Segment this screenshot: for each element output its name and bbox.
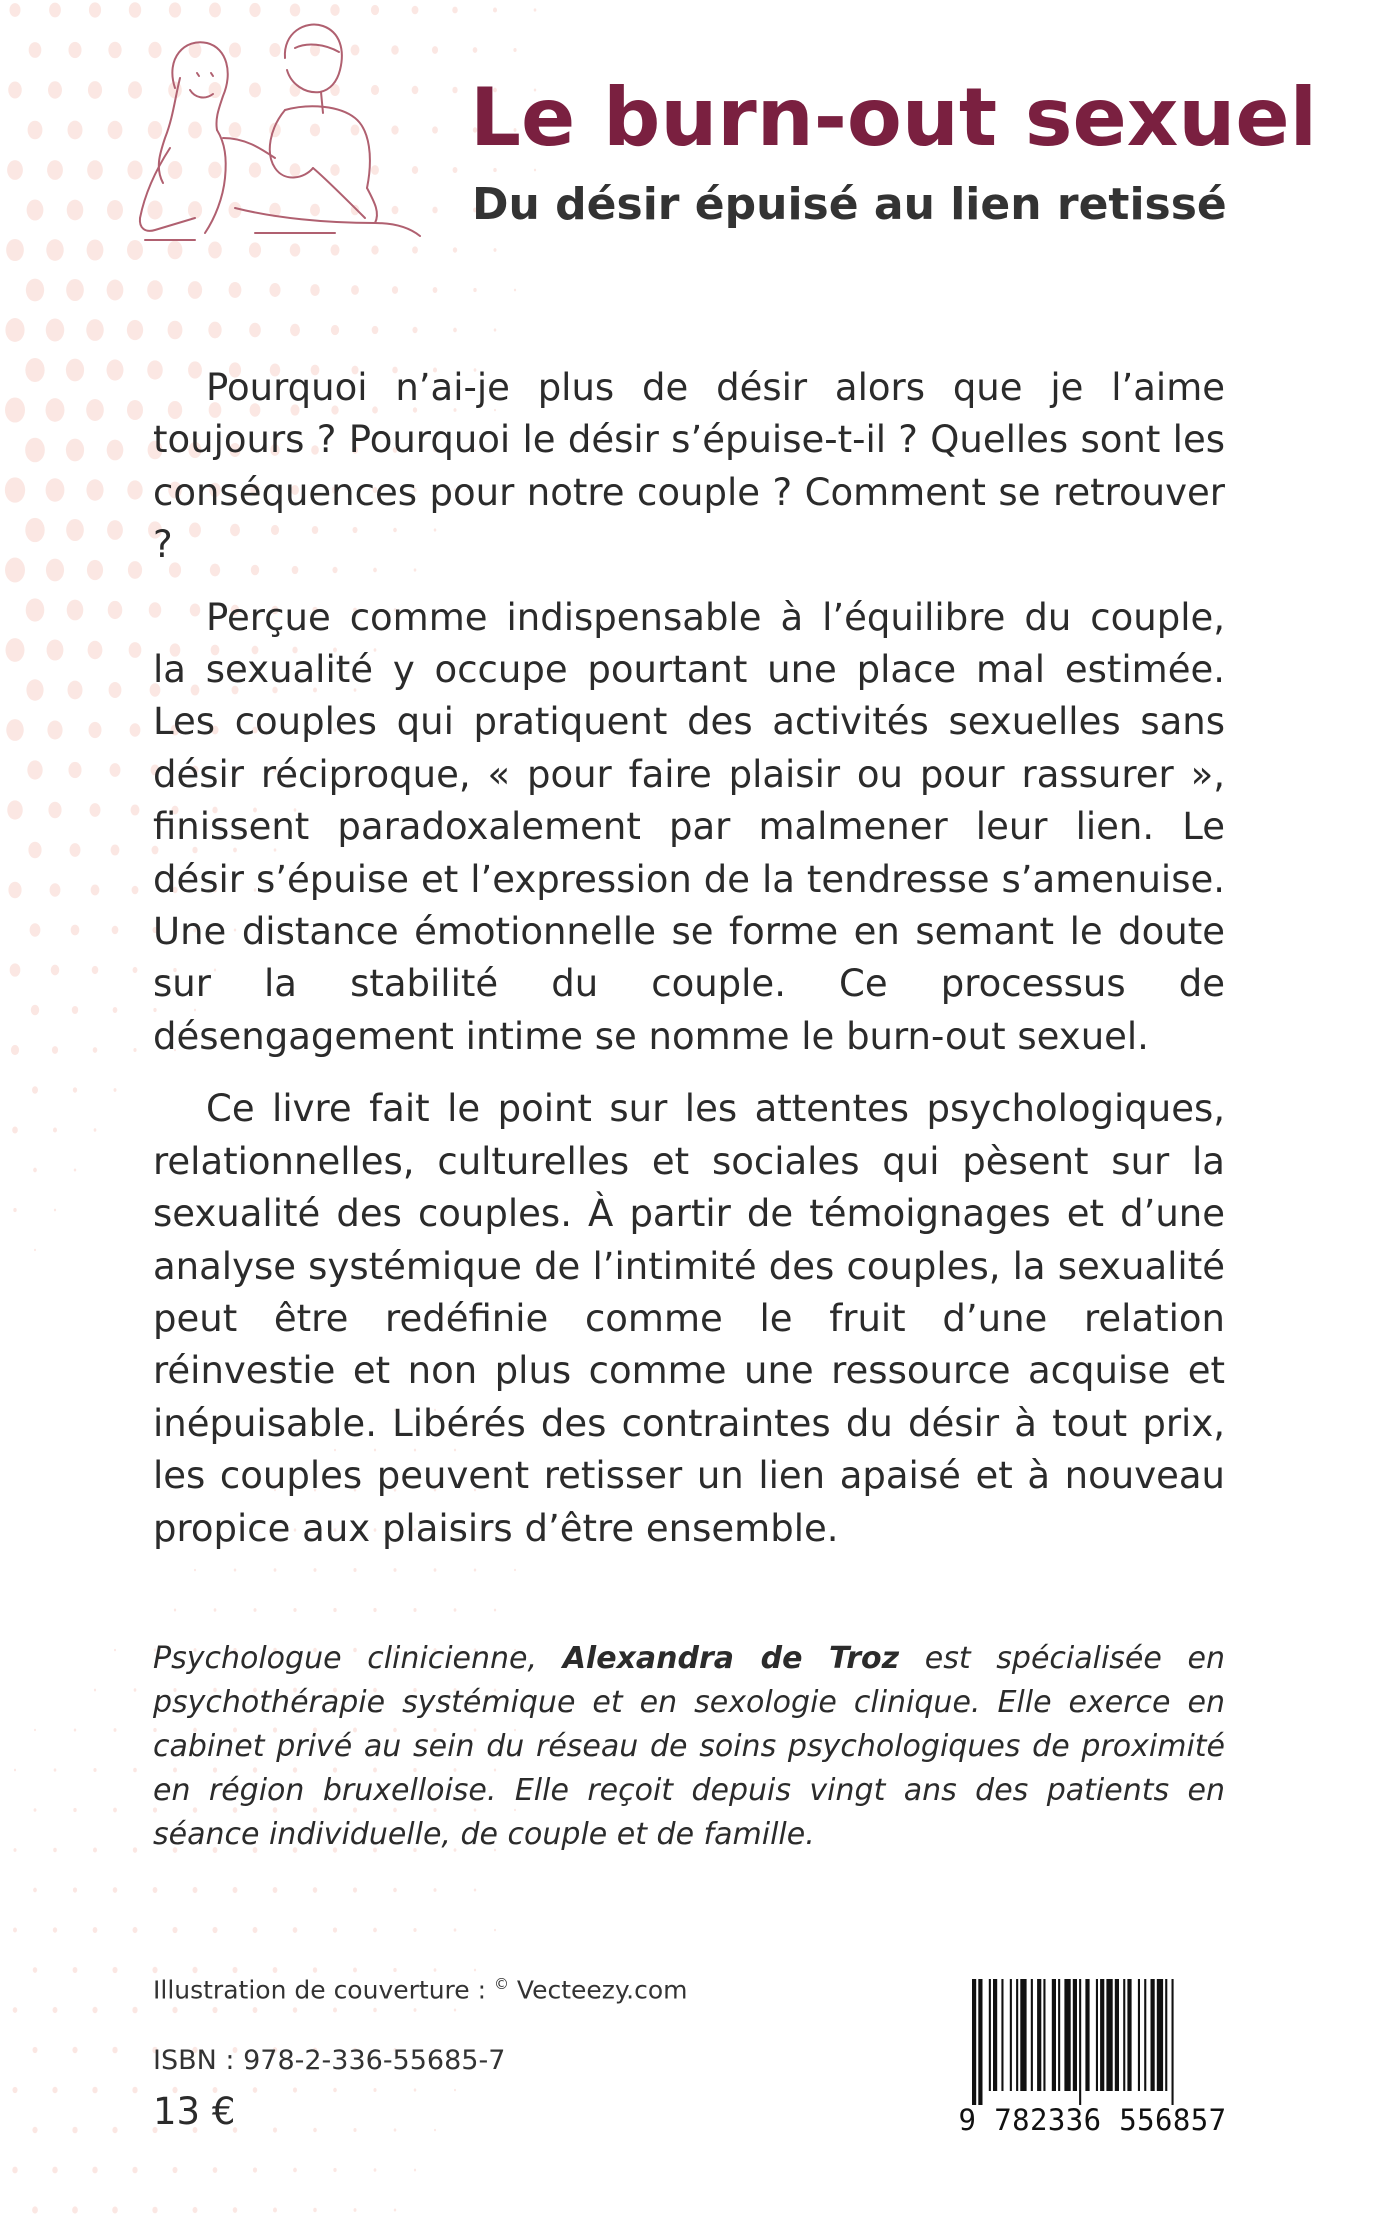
barcode-bar <box>1079 1979 1081 2105</box>
barcode-bar <box>1058 1979 1060 2091</box>
barcode-bar <box>993 1979 997 2091</box>
price: 13 € <box>153 2090 236 2133</box>
barcode-bar <box>1001 1979 1003 2091</box>
barcode-bar <box>1127 1979 1131 2091</box>
bio-prefix: Psychologue clinicienne, <box>153 1641 563 1676</box>
bio-text: est spécialisée en psychothérapie systémique et en sexologie clinique. Elle exerce en cabinet privé au sein du réseau de soins psychologiques de proximité en région bruxelloise. Elle reçoit depuis vingt ans des patients en séance individuelle, de couple et de famille. <box>153 1641 1225 1852</box>
author-name: Alexandra de Troz <box>562 1641 900 1676</box>
barcode-icon <box>950 1975 1235 2105</box>
barcode-bar <box>1165 1979 1167 2091</box>
barcode-bar <box>1157 1979 1163 2091</box>
credit-label: Illustration de couverture : <box>153 1975 494 2005</box>
barcode-bar <box>989 1979 991 2091</box>
barcode-bar <box>1100 1979 1104 2091</box>
barcode-bar <box>1010 1979 1012 2091</box>
barcode-bar <box>1037 1979 1041 2091</box>
barcode-bar <box>1085 1979 1089 2091</box>
barcode-bar <box>1138 1979 1140 2091</box>
book-subtitle: Du désir épuisé au lien retissé <box>472 179 1227 230</box>
barcode-bar <box>1144 1979 1146 2091</box>
barcode-bar <box>1073 1979 1077 2091</box>
couple-line-illustration <box>135 18 425 243</box>
blurb-paragraph: Ce livre fait le point sur les attentes psychologiques, relationnelles, culturelles et sociales qui pèsent sur la sexualité des couples. À partir de témoignages et d’une analyse systémique de l’intimité des couples, la sexualité peut être redéfinie comme le fruit d’une relation réinvestie et non plus comme une ressource acquise et inépuisable. Libérés des contraintes du désir à tout prix, les couples peuvent retisser un lien apaisé et à nouveau propice aux plaisirs d’être ensemble. <box>153 1087 1225 1550</box>
blurb-paragraph: Perçue comme indispensable à l’équilibre du couple, la sexualité y occupe pourtant une place mal estimée. Les couples qui pratiquent des activités sexuelles sans désir réciproque, « pour faire plaisir ou pour rassurer », finissent paradoxalement par malmener leur lien. Le désir s’épuise et l’expression de la tendresse s’amenuise. Une distance émotionnelle se forme en semant le doute sur la stabilité du couple. Ce processus de désengagement intime se nomme le burn-out sexuel. <box>153 595 1225 1058</box>
barcode-bar <box>1172 1979 1174 2105</box>
barcode-bar <box>1106 1979 1112 2091</box>
barcode-bar <box>1020 1979 1026 2091</box>
barcode-digits: 9 782336 556857 <box>958 2103 1227 2137</box>
barcode-bar <box>1064 1979 1070 2091</box>
back-cover-blurb <box>153 362 1225 1555</box>
barcode-bar <box>1115 1979 1119 2091</box>
illustration-credit <box>153 1975 687 2004</box>
barcode-bar <box>1052 1979 1056 2091</box>
barcode-bar <box>1123 1979 1125 2091</box>
barcode-bar <box>1096 1979 1098 2091</box>
barcode-bar <box>1016 1979 1018 2091</box>
credit-source: Vecteezy.com <box>508 1975 688 2005</box>
blurb-paragraph: Pourquoi n’ai-je plus de désir alors que je l’aime toujours ? Pourquoi le désir s’épuise-t-il ? Quelles sont les conséquences pour notre couple ? Comment se retrouver ? <box>153 366 1225 567</box>
barcode <box>950 1975 1235 2145</box>
barcode-bar <box>1031 1979 1033 2091</box>
barcode-bar <box>978 1979 982 2105</box>
barcode-bar <box>1043 1979 1045 2091</box>
book-title: Le burn-out sexuel <box>470 71 1318 164</box>
barcode-bar <box>972 1979 976 2105</box>
isbn: ISBN : 978-2-336-55685-7 <box>153 2045 506 2076</box>
barcode-bar <box>1151 1979 1155 2091</box>
copyright-symbol: © <box>493 1975 509 1993</box>
author-bio <box>153 1637 1225 1857</box>
